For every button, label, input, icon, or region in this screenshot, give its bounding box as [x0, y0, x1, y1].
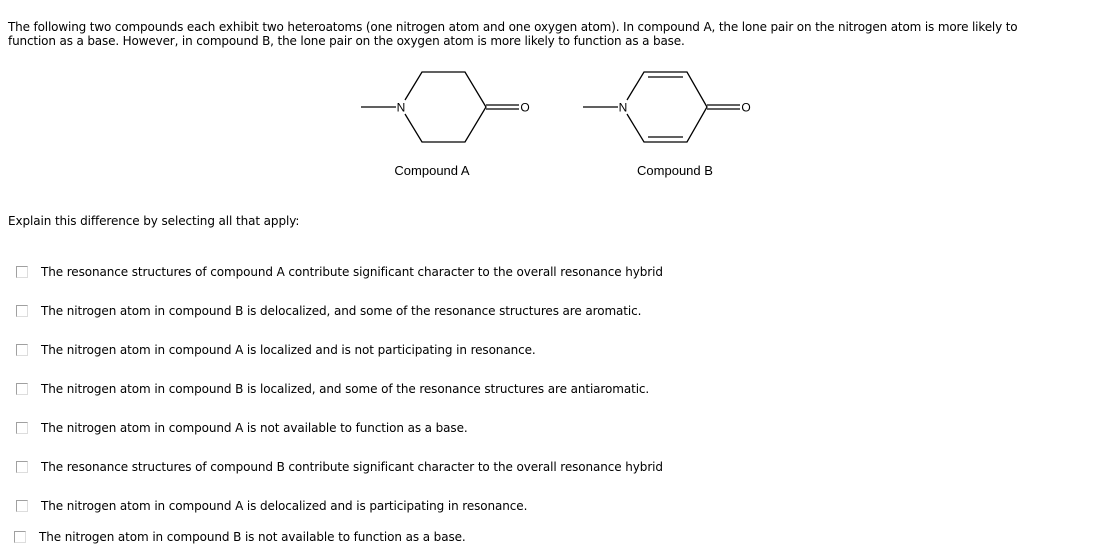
compound-a-label: Compound A — [394, 163, 470, 178]
option-3[interactable] — [16, 382, 649, 396]
compound-b-nitrogen: N — [618, 100, 628, 115]
option-2[interactable] — [16, 343, 536, 357]
checkbox[interactable] — [16, 305, 28, 317]
checkbox[interactable] — [16, 422, 28, 434]
question-line-2: function as a base. However, in compound B, the lone pair on the oxygen atom is more likely to function as a base. — [8, 34, 685, 48]
option-label: The nitrogen atom in compound A is delocalized and is participating in resonance. — [41, 499, 528, 513]
checkbox[interactable] — [16, 266, 28, 278]
compound-a-structure — [361, 72, 519, 142]
checkbox[interactable] — [16, 500, 28, 512]
option-4[interactable] — [16, 421, 468, 435]
option-5[interactable] — [16, 460, 663, 474]
checkbox[interactable] — [14, 531, 26, 543]
option-label: The nitrogen atom in compound B is delocalized, and some of the resonance structures are aromatic. — [41, 304, 642, 318]
compound-b-oxygen: O — [741, 100, 751, 115]
checkbox[interactable] — [16, 344, 28, 356]
compound-a-oxygen: O — [520, 100, 530, 115]
option-1[interactable] — [16, 304, 641, 318]
prompt-text: Explain this difference by selecting all that apply: — [8, 214, 300, 228]
option-label: The nitrogen atom in compound A is localized and is not participating in resonance. — [41, 343, 536, 357]
compound-a-nitrogen: N — [396, 100, 406, 115]
checkbox[interactable] — [16, 461, 28, 473]
checkbox[interactable] — [16, 383, 28, 395]
option-label: The resonance structures of compound B contribute significant character to the overall resonance hybrid — [41, 460, 663, 474]
compound-b-label: Compound B — [637, 163, 713, 178]
question-line-1: The following two compounds each exhibit two heteroatoms (one nitrogen atom and one oxygen atom). In compound A, the lone pair on the nitrogen atom is more likely to — [8, 20, 1018, 34]
compound-b-structure — [583, 72, 740, 142]
option-0[interactable] — [16, 265, 663, 279]
option-label: The resonance structures of compound A contribute significant character to the overall resonance hybrid — [41, 265, 663, 279]
option-label: The nitrogen atom in compound B is localized, and some of the resonance structures are antiaromatic. — [41, 382, 650, 396]
option-label: The nitrogen atom in compound B is not available to function as a base. — [39, 530, 466, 544]
option-label: The nitrogen atom in compound A is not available to function as a base. — [41, 421, 468, 435]
option-7[interactable] — [14, 530, 466, 544]
option-6[interactable] — [16, 499, 527, 513]
compounds-figure — [0, 0, 1096, 200]
